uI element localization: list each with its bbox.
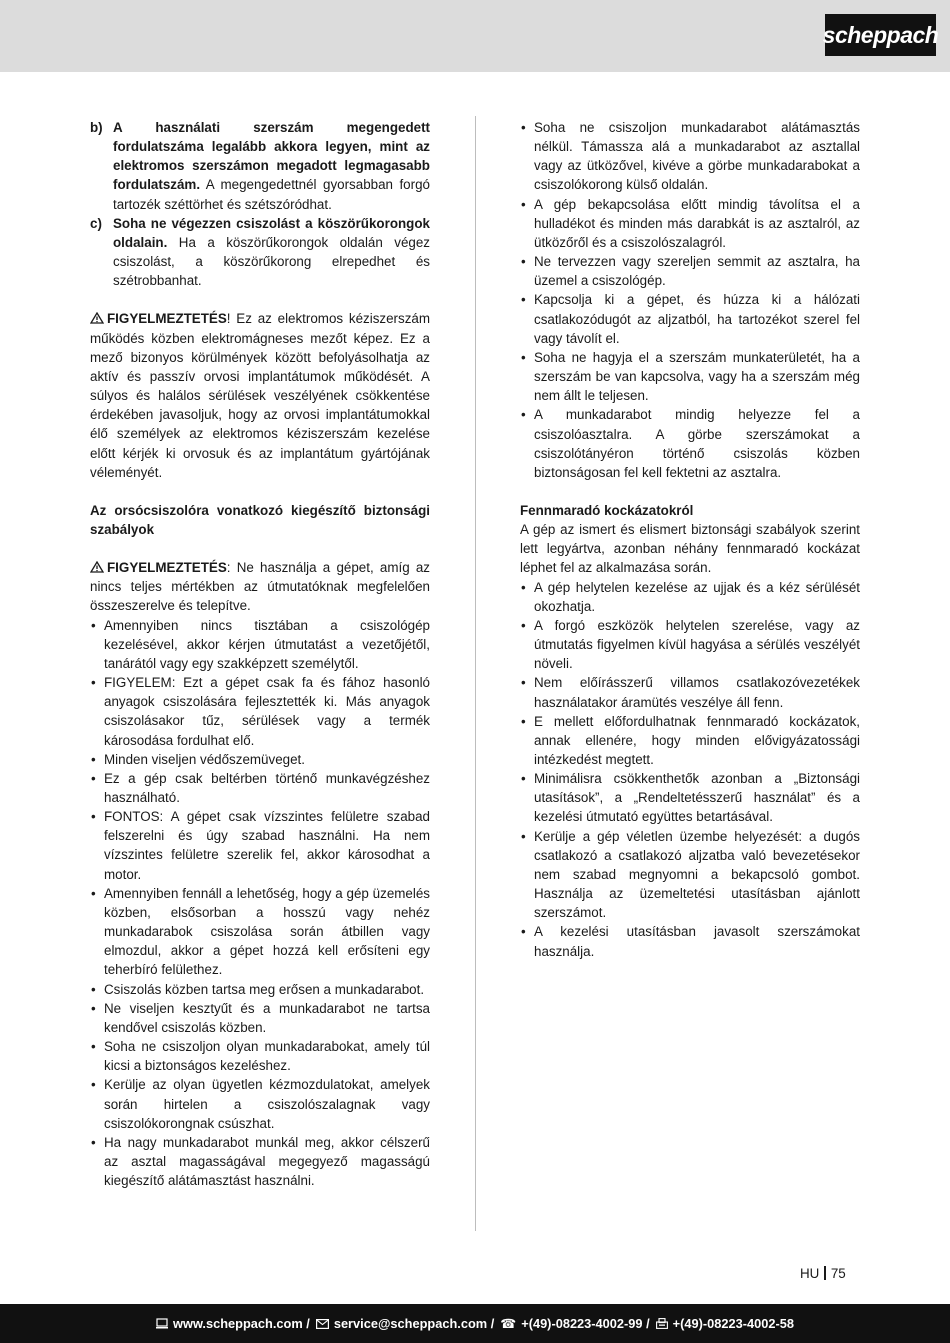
list-item: • Ha nagy munkadarabot munkál meg, akkor célszerű az asztal magasságával megegyező magasságú kiegészítő alátámasztást használni. bbox=[90, 1133, 430, 1190]
list-item: • Minimálisra csökkenthetők azonban a „Biztonsági utasítások”, a „Rendeltetésszerű használat” és a kezelési útmutató együttes betartásával. bbox=[520, 769, 860, 826]
list-item: • Kerülje a gép véletlen üzembe helyezését: a dugós csatlakozó a csatlakozó aljzatba való bevezetésekor nem szabad megnyomni a bekapcsoló gombot. Használja az üzemeltetési utasításban ajánlott szerszámot. bbox=[520, 827, 860, 923]
list-item: • Nem előírásszerű villamos csatlakozóvezetékek használatakor áramütés veszélye áll fenn. bbox=[520, 673, 860, 711]
warning-triangle-icon bbox=[90, 561, 104, 573]
rule-text: Ha a köszörűkorongok oldalán végez csiszolást, a köszörűkorong elrepedhet és szétrobbanhat. bbox=[113, 234, 430, 289]
footer-email-text[interactable]: service@scheppach.com / bbox=[333, 1316, 495, 1331]
list-item: • A munkadarabot mindig helyezze fel a csiszolóasztalra. A görbe szerszámokat a csiszolótányéron történő csiszolás közben biztonságosan fel kell fektetni az asztalra. bbox=[520, 405, 860, 482]
warning-paragraph-emf bbox=[90, 309, 430, 481]
list-item: • Minden viseljen védőszemüveget. bbox=[90, 750, 430, 769]
list-item bbox=[90, 118, 430, 214]
right-column bbox=[520, 118, 860, 961]
footer-phone-text[interactable]: +(49)-08223-4002-99 / bbox=[521, 1316, 650, 1331]
phone-icon: ☎ bbox=[500, 1315, 517, 1331]
warning-label: FIGYELMEZTETÉS bbox=[107, 311, 227, 327]
left-column bbox=[90, 118, 430, 1190]
list-item: • A gép bekapcsolása előtt mindig távolítsa el a hulladékot és minden más darabkát is az asztalról, az ütközőről és a csiszolószalagról. bbox=[520, 195, 860, 252]
list-item: • A forgó eszközök helytelen szerelése, vagy az útmutatás figyelmen kívül hagyása a sérülés veszélyét növeli. bbox=[520, 616, 860, 673]
warning-label: FIGYELMEZTETÉS bbox=[107, 560, 227, 576]
list-item: • A gép helytelen kezelése az ujjak és a kéz sérülését okozhatja. bbox=[520, 578, 860, 616]
lettered-list bbox=[90, 118, 430, 290]
warning-text: : Ne használja a gépet, amíg az nincs teljes mértékben az útmutatóknak megfelelően összeszerelve és telepítve. bbox=[90, 560, 430, 614]
warning-text: ! Ez az elektromos kéziszerszám működés közben elektromágneses mezőt képez. Ez a mező bizonyos körülmények között befolyásolhatja az aktív és passzív orvosi implantátumok működését. A súlyos és halálos sérülések veszélyének csökkentése érdekében javasoljuk, hogy az orvosi implantátumokkal élő személyek az elektromos kéziszerszám kezelése előtt kérjék ki orvosuk és az implantátum gyártójának véleményét. bbox=[90, 311, 430, 480]
risk-intro: A gép az ismert és elismert biztonsági szabályok szerint lett legyártva, azonban néhány fennmaradó kockázat léphet fel az alkalmazása során. bbox=[520, 522, 860, 576]
list-item: • Ez a gép csak beltérben történő munkavégzéshez használható. bbox=[90, 769, 430, 807]
footer-phone[interactable] bbox=[500, 1316, 649, 1332]
list-item: • Amennyiben fennáll a lehetőség, hogy a gép üzemelés közben, elsősorban a hosszú vagy nehéz munkadarabok csiszolása során átbillen vagy elmozdul, akkor a gépet hozzá kell erősíteni egy teherbíró felülethez. bbox=[90, 884, 430, 980]
footer-contact-bar bbox=[0, 1304, 950, 1343]
footer-web[interactable] bbox=[156, 1316, 310, 1331]
list-item: • Amennyiben nincs tisztában a csiszológép kezelésével, akkor kérjen útmutatást a vezetőjétől, tanárától vagy egy szakképzett személytől. bbox=[90, 616, 430, 673]
page-number-value: 75 bbox=[830, 1266, 846, 1281]
risk-heading: Fennmaradó kockázatokról bbox=[520, 502, 694, 518]
brand-logo: scheppach bbox=[825, 14, 936, 56]
rule-bold: A használati szerszám megengedett fordulatszáma legalább akkora legyen, mint az elektromos szerszámon megadott legmagasabb fordulatszám. bbox=[113, 120, 430, 193]
language-code: HU bbox=[800, 1266, 820, 1281]
column-divider bbox=[475, 116, 476, 1231]
risk-bullet-list bbox=[520, 578, 860, 961]
list-marker: b) bbox=[90, 120, 103, 135]
warning-triangle-icon bbox=[90, 312, 104, 324]
list-item: • FIGYELEM: Ezt a gépet csak fa és fához hasonló anyagok csiszolására fejlesztették ki. Más anyagok csiszolásakor tűz, sérülések vagy a termék károsodása fordulhat elő. bbox=[90, 673, 430, 750]
list-item: • Csiszolás közben tartsa meg erősen a munkadarabot. bbox=[90, 980, 430, 999]
footer-fax[interactable] bbox=[656, 1316, 794, 1331]
list-item: • A kezelési utasításban javasolt szerszámokat használja. bbox=[520, 922, 860, 960]
list-item: • FONTOS: A gépet csak vízszintes felületre szabad felszerelni és úgy szabad használni. Ha nem vízszintes felületre szerelik fel, akkor károsodhat a motor. bbox=[90, 807, 430, 884]
mail-icon bbox=[316, 1319, 329, 1329]
fax-icon bbox=[656, 1318, 668, 1329]
list-item: • Ne tervezzen vagy szereljen semmit az asztalra, ha üzemel a csiszológép. bbox=[520, 252, 860, 290]
list-item: • Soha ne csiszoljon olyan munkadarabokat, amely túl kicsi a biztonságos kezeléshez. bbox=[90, 1037, 430, 1075]
header-band bbox=[0, 0, 950, 72]
separator bbox=[824, 1266, 826, 1280]
list-marker: c) bbox=[90, 215, 102, 231]
list-item: • Ne viseljen kesztyűt és a munkadarabot ne tartsa kendővel csiszolás közben. bbox=[90, 999, 430, 1037]
footer-web-text[interactable]: www.scheppach.com / bbox=[173, 1316, 310, 1331]
list-item: • Kapcsolja ki a gépet, és húzza ki a hálózati csatlakozódugót az aljzatból, ha tartozékot szerel fel vagy távolít el. bbox=[520, 290, 860, 347]
safety-bullet-list-continued bbox=[520, 118, 860, 482]
list-item: • Kerülje az olyan ügyetlen kézmozdulatokat, amelyek során hirtelen a csiszolószalagnak vagy csiszolókorongnak csúszhat. bbox=[90, 1075, 430, 1132]
list-item bbox=[90, 214, 430, 291]
page-number bbox=[800, 1266, 846, 1281]
footer-fax-text[interactable]: +(49)-08223-4002-58 bbox=[672, 1316, 794, 1331]
rule-text: A megengedettnél gyorsabban forgó tartozék széttörhet és szétszóródhat. bbox=[113, 177, 430, 212]
section-heading: Az orsócsiszolóra vonatkozó kiegészítő biztonsági szabályok bbox=[90, 502, 430, 537]
computer-icon bbox=[156, 1318, 168, 1329]
footer-email[interactable] bbox=[316, 1316, 494, 1331]
list-item: • E mellett előfordulhatnak fennmaradó kockázatok, annak ellenére, hogy minden elővigyázatossági intézkedést megtett. bbox=[520, 712, 860, 769]
warning-paragraph-install bbox=[90, 558, 430, 615]
safety-bullet-list bbox=[90, 616, 430, 1191]
list-item: • Soha ne hagyja el a szerszám munkaterületét, ha a szerszám be van kapcsolva, vagy ha a szerszám még nem állt le teljesen. bbox=[520, 348, 860, 405]
rule-bold: Soha ne végezzen csiszolást a köszörűkorongok oldalain. bbox=[113, 215, 430, 250]
list-item: • Soha ne csiszoljon munkadarabot alátámasztás nélkül. Támassza alá a munkadarabot az asztallal vagy az ütközővel, kivéve a görbe munkadarabokat a csiszolókorong külső oldalán. bbox=[520, 118, 860, 195]
